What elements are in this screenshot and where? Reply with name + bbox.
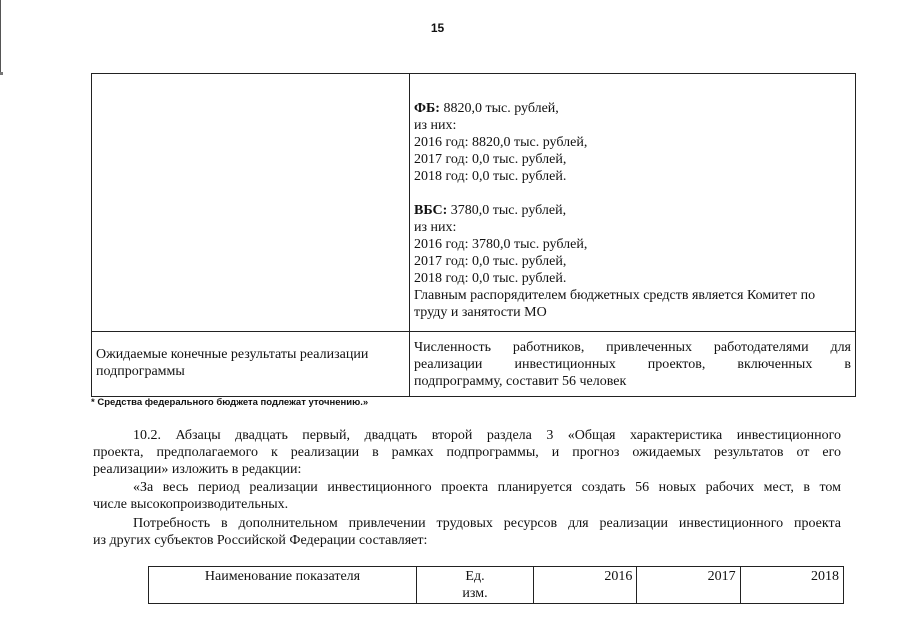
fb-line: 2016 год: 8820,0 тыс. рублей, xyxy=(414,135,588,150)
scan-edge-dot xyxy=(0,72,3,75)
paragraph-line: из других субъектов Российской Федерации составляет: xyxy=(93,533,428,548)
year-label: 2017 xyxy=(707,569,736,584)
fb-line: из них: xyxy=(414,118,457,133)
funding-label-cell xyxy=(92,74,410,332)
unit-header-line: Ед. xyxy=(465,569,485,584)
paragraph-line: числе высокопроизводительных. xyxy=(93,497,289,512)
manager-line: труду и занятости МО xyxy=(414,305,547,320)
results-row xyxy=(92,332,856,397)
paragraph-need xyxy=(93,515,841,549)
scan-edge-mark xyxy=(0,0,1,72)
results-label-cell xyxy=(92,332,410,397)
results-value-line: подпрограмму, составит 56 человек xyxy=(414,374,627,389)
page-number: 15 xyxy=(430,21,445,35)
year-header-2018 xyxy=(740,567,843,604)
funding-value-cell xyxy=(410,74,856,332)
year-header-2016: 2016 xyxy=(534,567,637,604)
indicators-table xyxy=(148,566,844,604)
vbs-total: ВБС: 3780,0 тыс. рублей, xyxy=(414,203,567,218)
paragraph-line: «За весь период реализации инвестиционного проекта планируется создать 56 новых рабочих мест, в том xyxy=(133,480,841,495)
results-value-line: Численность работников, привлеченных работодателями для xyxy=(414,340,851,355)
paragraph-line: Потребность в дополнительном привлечении трудовых ресурсов для реализации инвестиционного проекта xyxy=(133,516,841,531)
year-header-2017 xyxy=(637,567,740,604)
paragraph-line: реализации» изложить в редакции: xyxy=(93,462,302,477)
indicator-name-header: Наименование показателя xyxy=(149,567,417,604)
paragraph-line: проекта, предполагаемого к реализации в рамках подпрограммы, и прогноз ожидаемых результатов от его xyxy=(93,445,841,460)
fb-line: 2018 год: 0,0 тыс. рублей. xyxy=(414,169,567,184)
fb-total: ФБ: 8820,0 тыс. рублей, xyxy=(414,101,559,116)
indicators-header-row xyxy=(149,567,844,604)
paragraph-quote xyxy=(93,479,841,513)
results-value-line: реализации инвестиционных проектов, включенных в xyxy=(414,357,851,372)
vbs-line: из них: xyxy=(414,220,457,235)
footnote: * Средства федерального бюджета подлежат уточнению.» xyxy=(91,397,369,408)
paragraph-amendment xyxy=(93,427,841,478)
vbs-line: 2017 год: 0,0 тыс. рублей, xyxy=(414,254,567,269)
vbs-line: 2016 год: 3780,0 тыс. рублей, xyxy=(414,237,588,252)
funding-row xyxy=(92,74,856,332)
paragraph-line: 10.2. Абзацы двадцать первый, двадцать второй раздела 3 «Общая характеристика инвестиционного xyxy=(133,428,841,443)
unit-header xyxy=(417,567,534,604)
results-label-line: подпрограммы xyxy=(96,364,185,379)
vbs-line: 2018 год: 0,0 тыс. рублей. xyxy=(414,271,567,286)
results-value-cell xyxy=(410,332,856,397)
fb-line: 2017 год: 0,0 тыс. рублей, xyxy=(414,152,567,167)
results-label-line: Ожидаемые конечные результаты реализации xyxy=(96,347,369,362)
funding-table xyxy=(91,73,856,397)
year-label: 2018 xyxy=(811,569,839,584)
unit-header-line: изм. xyxy=(462,586,488,601)
manager-line: Главным распорядителем бюджетных средств является Комитет по xyxy=(414,288,816,303)
